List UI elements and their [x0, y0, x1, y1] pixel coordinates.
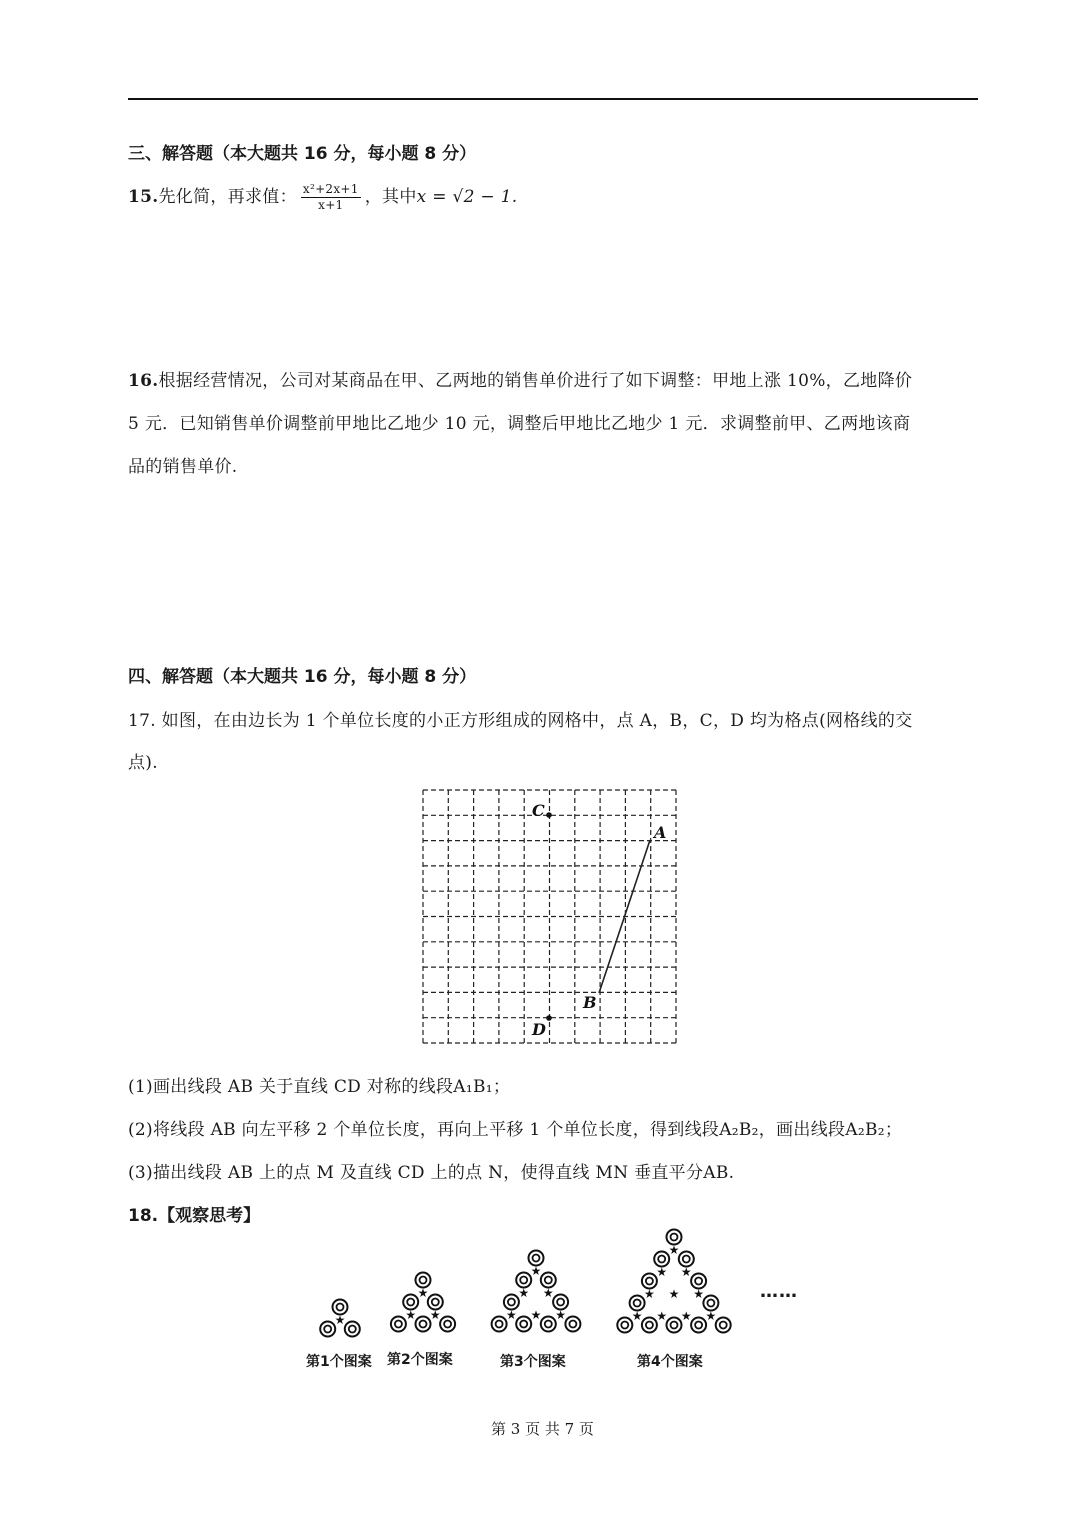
point-d [546, 1015, 552, 1021]
question-15 [128, 182, 517, 213]
grid-lines [423, 790, 676, 1043]
circle-icon-inner [337, 1304, 344, 1311]
circle-icon [416, 1317, 431, 1332]
circle-icon [667, 1318, 682, 1333]
star-icon: ★ [530, 1308, 542, 1322]
star-icon: ★ [656, 1265, 668, 1279]
pattern-4-caption: 第4个图案 [637, 1354, 703, 1370]
circle-icon-inner [695, 1278, 702, 1285]
question-16-line-1 [128, 366, 912, 391]
label-d: D [532, 1020, 546, 1039]
circle-icon [541, 1317, 556, 1332]
star-icon: ★ [631, 1309, 643, 1323]
circle-icon-inner [545, 1321, 552, 1328]
pattern-group [320, 1230, 731, 1337]
star-icon: ★ [680, 1265, 692, 1279]
question-17-part-3: (3)描出线段 AB 上的点 M 及直线 CD 上的点 N，使得直线 MN 垂直平分AB. [128, 1163, 735, 1183]
question-16-number: 16. [128, 371, 159, 391]
question-16-line-2: 5 元．已知销售单价调整前甲地比乙地少 10 元，调整后甲地比乙地少 1 元．求调整前甲、乙两地该商 [128, 414, 911, 434]
question-17-line-1: 17. 如图，在由边长为 1 个单位长度的小正方形组成的网格中，点 A，B，C，D 均为格点(网格线的交 [128, 711, 913, 731]
circle-icon-inner [349, 1326, 356, 1333]
section-3-heading: 三、解答题（本大题共 16 分，每小题 8 分） [128, 144, 477, 164]
fraction-denominator: x+1 [318, 198, 344, 212]
page-footer: 第 3 页 共 7 页 [491, 1420, 594, 1438]
star-icon: ★ [705, 1309, 717, 1323]
circle-icon-inner [520, 1277, 527, 1284]
circle-icon-inner [508, 1299, 515, 1306]
star-icon: ★ [680, 1309, 692, 1323]
circle-icon-inner [557, 1299, 564, 1306]
pattern-ellipsis: …… [760, 1281, 798, 1302]
pattern-1-caption: 第1个图案 [306, 1354, 372, 1370]
circle-icon [492, 1317, 507, 1332]
circle-icon-inner [671, 1322, 678, 1329]
circle-icon [617, 1318, 632, 1333]
star-icon: ★ [668, 1243, 680, 1257]
circle-icon [516, 1317, 531, 1332]
star-icon: ★ [334, 1313, 346, 1327]
circle-icon [320, 1322, 335, 1337]
circle-icon [691, 1318, 706, 1333]
circle-icon-inner [707, 1300, 714, 1307]
pattern-3-caption: 第3个图案 [500, 1354, 566, 1370]
circle-icon-inner [695, 1322, 702, 1329]
circle-icon-inner [545, 1277, 552, 1284]
circle-icon-inner [720, 1322, 727, 1329]
question-15-condition: ，其中 [364, 187, 417, 207]
question-17-part-2: (2)将线段 AB 向左平移 2 个单位长度，再向上平移 1 个单位长度，得到线段A₂B₂，画出线段A₂B₂； [128, 1120, 903, 1140]
question-16-line-3: 品的销售单价. [128, 457, 238, 477]
star-icon: ★ [542, 1286, 554, 1300]
star-icon: ★ [644, 1287, 655, 1301]
question-15-expression: x = √2 − 1. [416, 187, 518, 207]
star-icon: ★ [429, 1308, 441, 1322]
circle-icon-inner [407, 1299, 414, 1306]
circle-icon [391, 1317, 406, 1332]
circle-icon-inner [569, 1321, 576, 1328]
circle-icon-inner [420, 1321, 427, 1328]
circle-icon-inner [646, 1278, 653, 1285]
star-icon: ★ [506, 1308, 517, 1322]
circle-icon-inner [634, 1300, 641, 1307]
star-icon: ★ [417, 1286, 429, 1300]
label-b: B [583, 993, 597, 1012]
star-icon: ★ [555, 1308, 566, 1322]
question-17-part-1: (1)画出线段 AB 关于直线 CD 对称的线段A₁B₁； [128, 1077, 511, 1097]
circle-icon [345, 1322, 360, 1337]
circle-icon-inner [444, 1321, 451, 1328]
question-18-title: 18.【观察思考】 [128, 1206, 261, 1226]
header-rule [128, 98, 978, 100]
circle-icon [716, 1318, 731, 1333]
star-icon: ★ [693, 1287, 704, 1301]
circle-icon-inner [496, 1321, 503, 1328]
circle-icon-inner [395, 1321, 402, 1328]
circle-icon-inner [621, 1322, 628, 1329]
point-c [546, 812, 552, 818]
circle-icon [642, 1318, 657, 1333]
star-icon: ★ [518, 1286, 530, 1300]
question-16-text: 根据经营情况，公司对某商品在甲、乙两地的销售单价进行了如下调整：甲地上涨 10%，乙地降价 [158, 371, 913, 391]
star-icon: ★ [656, 1309, 668, 1323]
circle-icon-inner [520, 1321, 527, 1328]
circle-icon-inner [324, 1326, 331, 1333]
circle-icon-inner [432, 1299, 439, 1306]
star-icon: ★ [405, 1308, 417, 1322]
circle-icon-inner [646, 1322, 653, 1329]
grid-figure [410, 780, 690, 1050]
star-icon: ★ [530, 1264, 542, 1278]
circle-icon-inner [671, 1234, 678, 1241]
circle-icon-inner [533, 1255, 540, 1262]
section-4-heading: 四、解答题（本大题共 16 分，每小题 8 分） [128, 667, 477, 687]
circle-icon [565, 1317, 580, 1332]
pattern-2-caption: 第2个图案 [387, 1352, 453, 1368]
question-17-line-2: 点). [128, 753, 158, 773]
question-15-fraction [301, 182, 361, 213]
question-15-text: 先化简，再求值： [158, 187, 297, 207]
circle-icon-inner [683, 1256, 690, 1263]
circle-icon-inner [420, 1277, 427, 1284]
label-c: C [532, 801, 545, 820]
question-15-number: 15. [128, 187, 159, 207]
circle-icon-inner [658, 1256, 665, 1263]
label-a: A [654, 823, 667, 842]
pattern-figures [300, 1225, 810, 1345]
circle-icon [440, 1317, 455, 1332]
star-icon: ★ [668, 1287, 680, 1301]
fraction-numerator: x²+2x+1 [302, 182, 359, 196]
